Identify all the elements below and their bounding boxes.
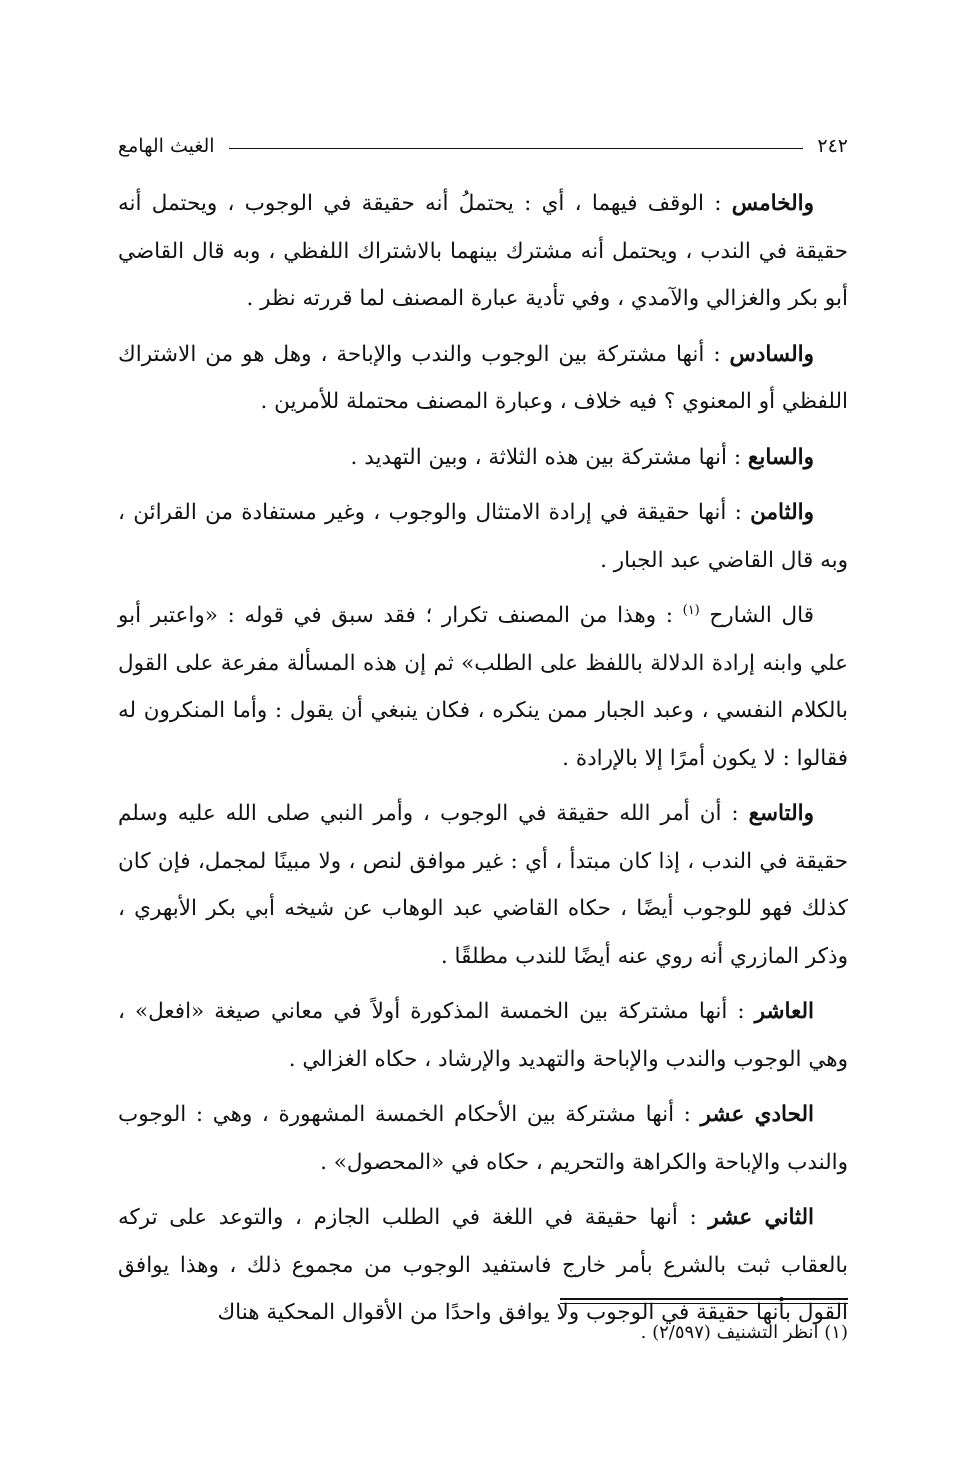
paragraph-text: : أن أمر الله حقيقة في الوجوب ، وأمر النبي صلى الله عليه وسلم حقيقة في الندب ، إذا كان مبتدأ ، أي : غير موافق لنص ، ولا مبينًا لمجمل، فإن كان كذلك فهو للوجوب أيضًا ، حكاه القاضي عبد الوهاب عن شيخه أبي بكر الأبهري ، وذكر المازري أنه روي عنه أيضًا للندب مطلقًا .: [118, 801, 848, 969]
paragraph-text: : الوقف فيهما ، أي : يحتملُ أنه حقيقة في الوجوب ، ويحتمل أنه حقيقة في الندب ، ويحتمل أنه مشترك بينهما بالاشتراك اللفظي ، وبه قال القاضي أبو بكر والغزالي والآمدي ، وفي تأدية عبارة المصنف لما قررته نظر .: [118, 191, 848, 311]
footnote: [118, 1318, 848, 1348]
paragraph-text: : أنها مشتركة بين هذه الثلاثة ، وبين التهديد .: [350, 444, 748, 470]
footnote-marker: (١): [824, 1322, 848, 1343]
paragraph-lead: والسادس: [729, 341, 814, 367]
footnote-separator-line: [560, 1298, 848, 1300]
paragraph-lead: العاشر: [754, 999, 814, 1024]
paragraph: [118, 180, 848, 323]
paragraph: [118, 592, 848, 782]
paragraph-lead: الحادي عشر: [700, 1102, 814, 1127]
footnote-reference: (١): [682, 602, 700, 618]
paragraph-text-before-ref: قال الشارح: [699, 603, 814, 628]
page-number: ٢٤٢: [817, 135, 848, 157]
running-header: [118, 126, 848, 166]
paragraph: [118, 988, 848, 1083]
paragraph-lead: والسابع: [747, 444, 814, 470]
book-title: الغيث الهامع: [118, 135, 215, 157]
paragraph: [118, 331, 848, 426]
footnote-text: انظر التشنيف (٢/٥٩٧) .: [640, 1322, 825, 1343]
paragraph: [118, 790, 848, 980]
paragraph-text: : أنها حقيقة في اللغة في الطلب الجازم ، والتوعد على تركه بالعقاب ثبت بالشرع بأمر خارج فاستفيد الوجوب من مجموع ذلك ، وهذا يوافق القول بأنها حقيقة في الوجوب ولا يوافق واحدًا من الأقوال المحكية هناك: [118, 1205, 848, 1325]
paragraph-text: : أنها مشتركة بين الأحكام الخمسة المشهورة ، وهي : الوجوب والندب والإباحة والكراهة والتحريم ، حكاه في «المحصول» .: [118, 1102, 848, 1175]
paragraph-lead: والثامن: [750, 500, 814, 525]
paragraph-text: : وهذا من المصنف تكرار ؛ فقد سبق في قوله : «واعتبر أبو علي وابنه إرادة الدلالة باللفظ على الطلب» ثم إن هذه المسألة مفرعة على القول بالكلام النفسي ، وعبد الجبار ممن ينكره ، فكان ينبغي أن يقول : وأما المنكرون له فقالوا : لا يكون أمرًا إلا بالإرادة .: [118, 603, 848, 771]
paragraph: [118, 1091, 848, 1186]
paragraph: [118, 1194, 848, 1337]
footnote-separator-line: [560, 1303, 848, 1304]
paragraph: [118, 489, 848, 584]
header-rule: [229, 148, 804, 149]
paragraph-text: : أنها مشتركة بين الوجوب والندب والإباحة ، وهل هو من الاشتراك اللفظي أو المعنوي ؟ فيه خلاف ، وعبارة المصنف محتملة للأمرين .: [118, 341, 848, 414]
paragraph-lead: والخامس: [731, 191, 814, 216]
paragraph-text: : أنها مشتركة بين الخمسة المذكورة أولاً في معاني صيغة «افعل» ، وهي الوجوب والندب والإباحة والتهديد والإرشاد ، حكاه الغزالي .: [118, 999, 848, 1072]
paragraph-lead: والتاسع: [748, 801, 814, 826]
body-text: [118, 180, 848, 1345]
footnote-separator: [560, 1298, 848, 1304]
paragraph: [118, 434, 848, 482]
paragraph-lead: الثاني عشر: [708, 1205, 815, 1230]
paragraph-text: : أنها حقيقة في إرادة الامتثال والوجوب ، وغير مستفادة من القرائن ، وبه قال القاضي عبد الجبار .: [118, 500, 848, 573]
